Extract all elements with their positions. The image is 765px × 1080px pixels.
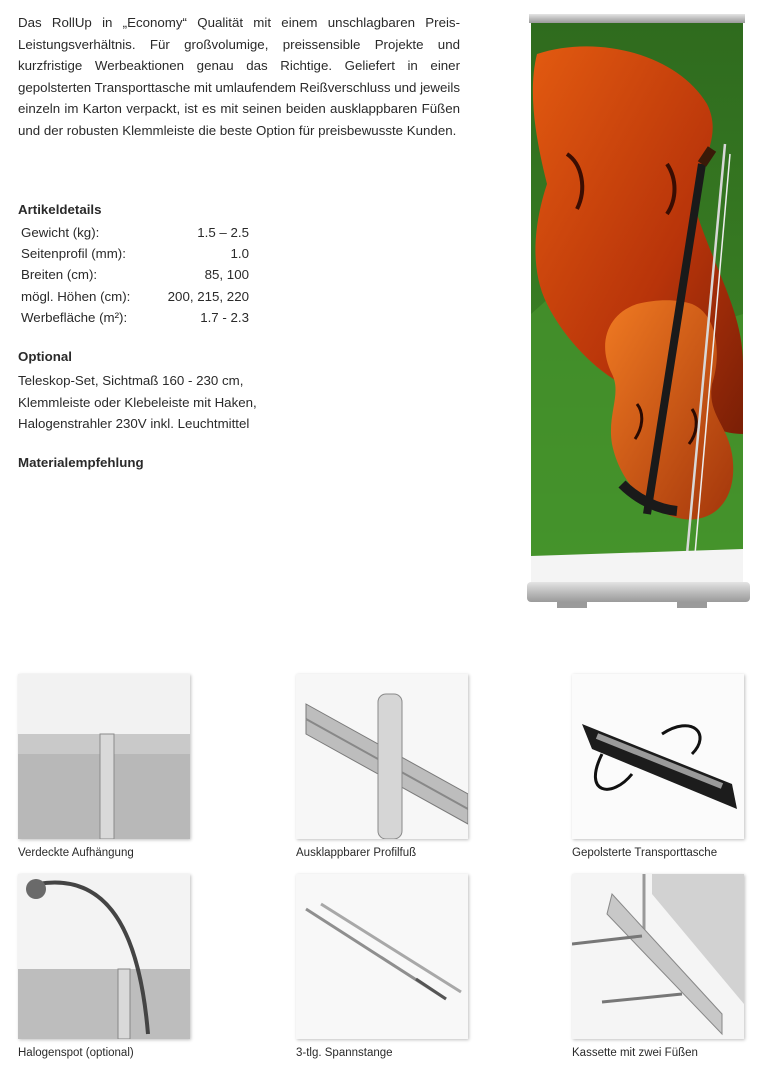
gallery-image-halogen-spot bbox=[18, 874, 190, 1039]
gallery-caption: Kassette mit zwei Füßen bbox=[572, 1047, 698, 1059]
table-row bbox=[17, 286, 253, 307]
details-table bbox=[17, 222, 253, 328]
top-rail bbox=[529, 14, 745, 23]
spec-label: Gewicht (kg): bbox=[21, 225, 100, 241]
gallery-caption: Ausklappbarer Profilfuß bbox=[296, 847, 417, 859]
gallery-caption: Verdeckte Aufhängung bbox=[18, 847, 134, 859]
gallery-image-foldout-foot bbox=[296, 674, 468, 839]
spec-value: 85, 100 bbox=[204, 267, 249, 283]
details-heading: Artikeldetails bbox=[18, 202, 102, 217]
table-row bbox=[17, 243, 253, 264]
optional-item: Teleskop-Set, Sichtmaß 160 - 230 cm, bbox=[18, 373, 244, 388]
gallery-image-transport-bag bbox=[572, 674, 744, 839]
gallery-image-hidden-hanger bbox=[18, 674, 190, 839]
spec-value: 200, 215, 220 bbox=[167, 288, 249, 304]
table-row bbox=[17, 307, 253, 328]
gallery-caption: Halogenspot (optional) bbox=[18, 1047, 134, 1059]
cassette bbox=[527, 582, 750, 602]
optional-list bbox=[18, 370, 257, 435]
spec-label: Breiten (cm): bbox=[21, 267, 98, 283]
optional-heading: Optional bbox=[18, 349, 72, 364]
spec-label: Werbefläche (m²): bbox=[21, 309, 128, 325]
gallery-image-tension-rod bbox=[296, 874, 468, 1039]
gallery-caption: Gepolsterte Transporttasche bbox=[572, 847, 718, 859]
table-row bbox=[17, 222, 253, 243]
optional-item: Halogenstrahler 230V inkl. Leuchtmittel bbox=[18, 416, 250, 431]
spec-label: Seitenprofil (mm): bbox=[21, 246, 126, 262]
material-heading: Materialempfehlung bbox=[18, 455, 144, 470]
intro-paragraph: Das RollUp in „Economy“ Qualität mit einem unschlagbaren Preis-Leistungsverhältnis. Für großvolumige, preissensible Projekte und kurzfristige Werbeaktionen genau das Richtige. Geliefert in einer gepolsterten Transporttasche mit umlaufendem Reißverschluss und jeweils einzeln im Karton verpackt, ist es mit seinen beiden ausklappbaren Füßen und der robusten Klemmleiste die beste Option für preisbewusste Kunden. bbox=[18, 15, 460, 138]
rollup-banner-image bbox=[527, 14, 750, 629]
spec-label: mögl. Höhen (cm): bbox=[21, 288, 131, 304]
spec-value: 1.7 - 2.3 bbox=[200, 309, 249, 325]
gallery-caption: 3-tlg. Spannstange bbox=[296, 1047, 393, 1059]
gallery-image-cassette bbox=[572, 874, 744, 1039]
optional-item: Klemmleiste oder Klebeleiste mit Haken, bbox=[18, 394, 257, 410]
spec-value: 1.5 – 2.5 bbox=[197, 225, 249, 241]
table-row bbox=[17, 264, 253, 285]
spec-value: 1.0 bbox=[230, 246, 249, 262]
